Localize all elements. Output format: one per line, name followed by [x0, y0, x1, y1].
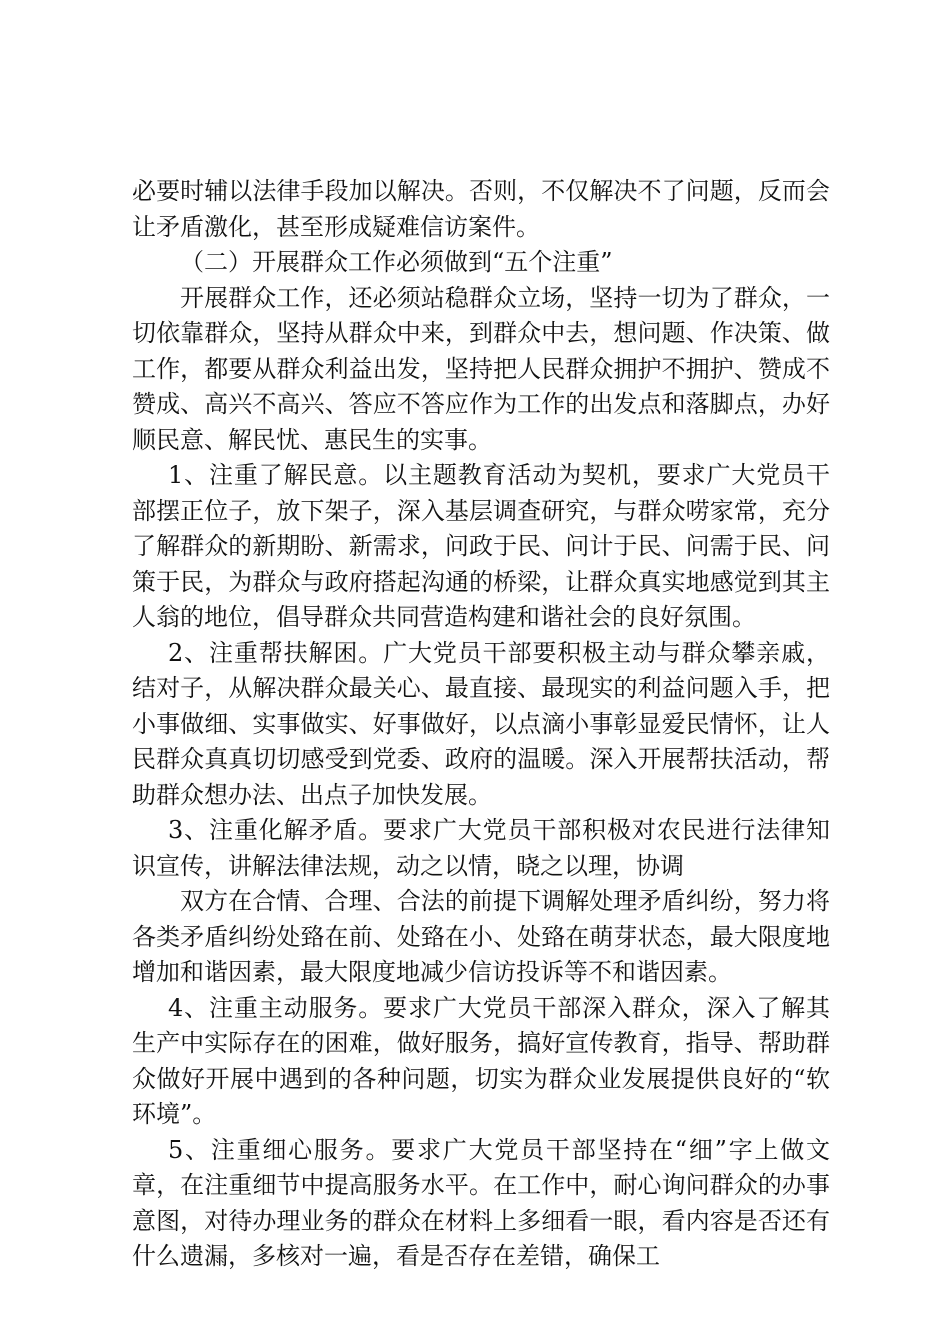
paragraph-intro: 开展群众工作，还必须站稳群众立场，坚持一切为了群众，一切依靠群众，坚持从群众中来，到群众中去，想问题、作决策、做工作，都要从群众利益出发，坚持把人民群众拥护不拥护、赞成不赞成、高兴不高兴、答应不答应作为工作的出发点和落脚点，办好顺民意、解民忧、惠民生的实事。: [132, 283, 830, 454]
section-heading: （二）开展群众工作必须做到“五个注重”: [180, 248, 613, 276]
paragraph-item-2: 2、注重帮扶解困。广大党员干部要积极主动与群众攀亲戚，结对子，从解决群众最关心、最直接、最现实的利益问题入手，把小事做细、实事做实、好事做好，以点滴小事彰显爱民情怀，让人民群众真真切切感受到党委、政府的温暖。深入开展帮扶活动，帮助群众想办法、出点子加快发展。: [132, 638, 830, 809]
document-body: [132, 174, 830, 1275]
paragraph-item-3: 3、注重化解矛盾。要求广大党员干部积极对农民进行法律知识宣传，讲解法律法规，动之以情，晓之以理，协调: [132, 816, 830, 880]
paragraph-item-3-continued: 双方在合情、合理、合法的前提下调解处理矛盾纠纷，努力将各类矛盾纠纷处臵在前、处臵在小、处臵在萌芽状态，最大限度地增加和谐因素，最大限度地减少信访投诉等不和谐因素。: [132, 887, 830, 986]
paragraph-continuation: 必要时辅以法律手段加以解决。否则，不仅解决不了问题，反而会让矛盾激化，甚至形成疑难信访案件。: [132, 177, 830, 241]
paragraph-item-5: 5、注重细心服务。要求广大党员干部坚持在“细”字上做文章，在注重细节中提高服务水平。在工作中，耐心询问群众的办事意图，对待办理业务的群众在材料上多细看一眼，看内容是否还有什么遗漏，多核对一遍，看是否存在差错，确保工: [132, 1135, 830, 1270]
paragraph-item-4: 4、注重主动服务。要求广大党员干部深入群众，深入了解其生产中实际存在的困难，做好服务，搞好宣传教育，指导、帮助群众做好开展中遇到的各种问题，切实为群众业发展提供良好的“软环境”。: [132, 993, 830, 1128]
paragraph-item-1: 1、注重了解民意。以主题教育活动为契机，要求广大党员干部摆正位子，放下架子，深入基层调查研究，与群众唠家常，充分了解群众的新期盼、新需求，问政于民、问计于民、问需于民、问策于民，为群众与政府搭起沟通的桥梁，让群众真实地感觉到其主人翁的地位，倡导群众共同营造构建和谐社会的良好氛围。: [132, 461, 830, 631]
